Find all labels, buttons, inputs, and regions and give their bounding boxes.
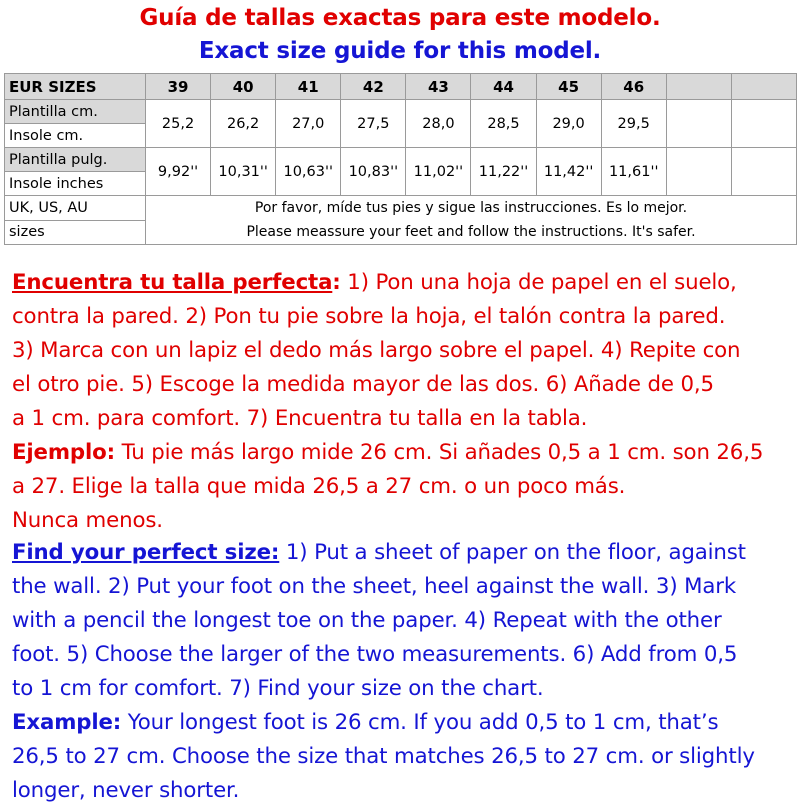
cm-value: 27,0 (276, 100, 341, 148)
note-english: Please meassure your feet and follow the instructions. It's safer. (246, 224, 696, 240)
example-heading-en: Example: (12, 710, 122, 735)
size-cell: 43 (406, 74, 471, 100)
english-instructions (12, 536, 797, 808)
table-header-row (5, 74, 797, 100)
cm-value: 29,0 (536, 100, 601, 148)
example-line: Nunca menos. (12, 508, 163, 533)
cm-value: 28,5 (471, 100, 536, 148)
instruction-line: to 1 cm for comfort. 7) Find your size on the chart. (12, 676, 544, 701)
size-cell: 46 (601, 74, 666, 100)
row-label-en: Insole cm. (5, 124, 146, 148)
size-cell: 40 (211, 74, 276, 100)
title-spanish: Guía de tallas exactas para este modelo. (139, 5, 661, 31)
instruction-line: el otro pie. 5) Escoge la medida mayor de las dos. 6) Añade de 0,5 (12, 372, 714, 397)
row-label-es: Plantilla pulg. (5, 148, 146, 172)
example-line: Example: Your longest foot is 26 cm. If you add 0,5 to 1 cm, that’s (12, 710, 719, 735)
table-row-insole-inches (5, 148, 797, 172)
instruction-line: Encuentra tu talla perfecta: 1) Pon una hoja de papel en el suelo, (12, 270, 737, 295)
inch-value (731, 148, 796, 196)
cm-value: 27,5 (341, 100, 406, 148)
cm-value (666, 100, 731, 148)
example-heading-es: Ejemplo: (12, 440, 115, 465)
find-heading-es: Encuentra tu talla perfecta (12, 270, 333, 295)
inch-value: 9,92'' (146, 148, 211, 196)
row-label-uk-sizes: sizes (5, 220, 146, 245)
inch-value: 11,02'' (406, 148, 471, 196)
inch-value: 11,22'' (471, 148, 536, 196)
instruction-line: Find your perfect size: 1) Put a sheet of paper on the floor, against (12, 540, 746, 565)
inch-value: 11,61'' (601, 148, 666, 196)
size-cell: 41 (276, 74, 341, 100)
example-line: longer, never shorter. (12, 778, 240, 803)
instruction-line: with a pencil the longest toe on the paper. 4) Repeat with the other (12, 608, 722, 633)
table-row-insole-cm (5, 100, 797, 124)
inch-value: 10,63'' (276, 148, 341, 196)
size-cell: 44 (471, 74, 536, 100)
instruction-line: contra la pared. 2) Pon tu pie sobre la hoja, el talón contra la pared. (12, 304, 726, 329)
measure-note (146, 196, 797, 245)
size-cell (666, 74, 731, 100)
inch-value: 10,83'' (341, 148, 406, 196)
find-heading-en: Find your perfect size: (12, 540, 280, 565)
instruction-line: a 1 cm. para comfort. 7) Encuentra tu talla en la tabla. (12, 406, 588, 431)
inch-value: 11,42'' (536, 148, 601, 196)
instruction-line: 3) Marca con un lapiz el dedo más largo sobre el papel. 4) Repite con (12, 338, 741, 363)
header-label: EUR SIZES (5, 74, 146, 100)
find-colon-es: : (332, 270, 341, 295)
example-line: Ejemplo: Tu pie más largo mide 26 cm. Si añades 0,5 a 1 cm. son 26,5 (12, 440, 764, 465)
title-english: Exact size guide for this model. (198, 38, 602, 64)
cm-value: 25,2 (146, 100, 211, 148)
spanish-instructions (12, 266, 797, 538)
cm-value: 28,0 (406, 100, 471, 148)
row-label-uk: UK, US, AU (5, 196, 146, 221)
cm-value (731, 100, 796, 148)
size-cell: 45 (536, 74, 601, 100)
size-cell: 42 (341, 74, 406, 100)
size-cell: 39 (146, 74, 211, 100)
note-spanish: Por favor, míde tus pies y sigue las instrucciones. Es lo mejor. (254, 200, 688, 216)
inch-value: 10,31'' (211, 148, 276, 196)
cm-value: 29,5 (601, 100, 666, 148)
row-label-es: Plantilla cm. (5, 100, 146, 124)
inch-value (666, 148, 731, 196)
instruction-line: the wall. 2) Put your foot on the sheet, heel against the wall. 3) Mark (12, 574, 737, 599)
instruction-line: foot. 5) Choose the larger of the two measurements. 6) Add from 0,5 (12, 642, 738, 667)
row-label-en: Insole inches (5, 172, 146, 196)
example-line: 26,5 to 27 cm. Choose the size that matches 26,5 to 27 cm. or slightly (12, 744, 755, 769)
size-table (4, 73, 797, 245)
table-row-uk (5, 196, 797, 221)
example-line: a 27. Elige la talla que mida 26,5 a 27 cm. o un poco más. (12, 474, 626, 499)
cm-value: 26,2 (211, 100, 276, 148)
size-cell (731, 74, 796, 100)
